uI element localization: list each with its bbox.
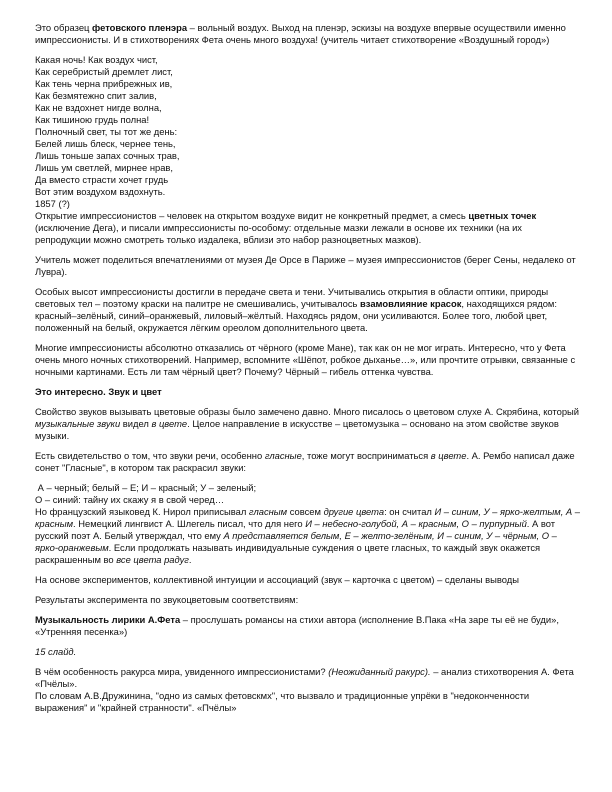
italic-text: музыкальные звуки (35, 418, 121, 429)
italic-text: в цвете (151, 418, 188, 429)
italic-text: (Неожиданный ракурс). (328, 666, 431, 677)
poem-line: Белей лишь блеск, чернее тень, (35, 138, 176, 149)
text: Но французский языковед К. Нирол приписывал (35, 506, 249, 517)
poem-line: Как серебристый дремлет лист, (35, 66, 173, 77)
text: – вольный воздух. Выход на пленэр, эскизы на воздухе впервые осуществили именно импрессионисты. И в стихотворениях Фета очень много воздуха! (учитель читает стихотворение «Воздушный город») (35, 22, 566, 45)
poem-line: Полночный свет, ты тот же день: (35, 126, 178, 137)
section-heading (35, 386, 580, 398)
poem-line: Как не вздохнет нигде волна, (35, 102, 162, 113)
italic-text: другие цвета (323, 506, 385, 517)
text: . Целое направление в искусстве – цветомузыка – основано на этом свойстве звуков музыки. (35, 418, 559, 441)
italic-text: А представляется белым, Е – желто-зелёным, И – синим, У – чёрным, О – ярко-оранжевым (35, 530, 557, 553)
slide-label (35, 646, 580, 658)
text: , находящихся рядом: красный–зелёный, синий–оранжевый, лиловый–жёлтый. Находясь рядом, они усиливаются. Более того, любой цвет, положенный на белый, окружается лёгким ореолом дополнительного цвета. (35, 298, 557, 333)
poem-line: Лишь ум светлей, мирнее нрав, (35, 162, 174, 173)
text: . А. Рембо написал даже сонет "Гласные", в котором так раскрасил звуки: (35, 450, 575, 473)
paragraph-musicality (35, 614, 580, 638)
italic-text: в цвете (430, 450, 467, 461)
paragraph-black-color: Многие импрессионисты абсолютно отказались от чёрного (кроме Мане), так как он не мог играть. Интересно, что у Фета очень много ночных стихотворений. Например, вспомните «Шёпот, робкое дыханье…», или прочтите отрывки, связанные с ночными картинами. Есть ли там чёрный цвет? Почему? Чёрный – гибель оттенка чувства. (35, 342, 576, 377)
italic-text: И – синим, У – ярко-желтым, А – красным (35, 506, 580, 529)
poem-line: Как тишиною грудь полна! (35, 114, 150, 125)
poem (35, 54, 580, 210)
bold-term: Музыкальность лирики А.Фета (35, 614, 181, 625)
paragraph-linguists (35, 506, 580, 566)
poem-line: Какая ночь! Как воздух чист, (35, 54, 158, 65)
paragraph-light-and-shadow (35, 286, 580, 334)
bold-term: взамовлияние красок (360, 298, 462, 309)
paragraph-conclusions: На основе экспериментов, коллективной интуиции и ассоциаций (звук – карточка с цветом) – сделаны выводы (35, 574, 519, 585)
poem-line: Лишь тоньше запах сочных трав, (35, 150, 180, 161)
text: . (188, 554, 192, 565)
paragraph-results: Результаты эксперимента по звукоцветовым соответствиям: (35, 594, 299, 605)
text: – прослушать романсы на стихи автора (исполнение В.Пака «На заре ты её не буди», «Утренняя песенка») (35, 614, 559, 637)
text: . Если продолжать называть индивидуальные суждения о цвете гласных, то каждый звук окажется раскрашенным во (35, 542, 541, 565)
bold-term: фетовского пленэра (92, 22, 188, 33)
text: Открытие импрессионистов – человек на открытом воздухе видит не конкретный предмет, а смесь (35, 210, 469, 221)
paragraph-scriabin (35, 406, 580, 442)
sonnet-line: О – синий: тайну их скажу я в свой черед… (35, 494, 225, 505)
bold-term: цветных точек (468, 210, 537, 221)
poem-line: Как тень черна прибрежных ив, (35, 78, 173, 89)
text: – анализ стихотворения А. Фета «Пчёлы». (35, 666, 574, 689)
italic-text: все цвета радуг (116, 554, 189, 565)
heading-text: Это интересно. Звук и цвет (35, 386, 162, 397)
paragraph-orsay-museum: Учитель может поделиться впечатлениями от музея Де Орсе в Париже – музея импрессионистов (берег Сены, недалеко от Лувра). (35, 254, 576, 277)
text: : он считал (384, 506, 435, 517)
text: В чём особенность ракурса мира, увиденного импрессионистами? (35, 666, 329, 677)
paragraph-rimbaud (35, 450, 580, 474)
poem-line: Как безмятежно спит залив, (35, 90, 157, 101)
text: , тоже могут восприниматься (301, 450, 431, 461)
text: видел (120, 418, 152, 429)
slide-number: 15 слайд. (35, 646, 77, 657)
paragraph-plein-air (35, 22, 580, 46)
text: (исключение Дега), и писали импрессионисты по-особому: отдельные мазки лежали в основе их техники (на их репродукции можно смотреть только издалека, вблизи это набор разноцветных мазков). (35, 222, 522, 245)
italic-text: гласные (264, 450, 302, 461)
text: Есть свидетельство о том, что звуки речи, особенно (35, 450, 265, 461)
paragraph-druzhinin: По словам А.В.Дружинина, "одно из самых фетовскмх", что вызвало и традиционные упрёки в "недоконченности выражения" и "крайней странности". «Пчёлы» (35, 690, 530, 713)
text: Это образец (35, 22, 93, 33)
paragraph-impressionists-discovery (35, 210, 580, 246)
text: Особых высот импрессионисты достигли в передаче света и тени. Учитывались открытия в области оптики, природы световых тел – поэтому краски на палитре не смешивались, учитывалось (35, 286, 549, 309)
sonnet-quote (35, 482, 580, 506)
text: Свойство звуков вызывать цветовые образы было замечено давно. Много писалось о цветовом слухе А. Скрябина, который (35, 406, 580, 417)
poem-line: 1857 (?) (35, 198, 70, 209)
italic-text: гласным (248, 506, 288, 517)
text: . А вот русский поэт А. Белый утверждал, что ему (35, 518, 556, 541)
italic-text: И – небесно-голубой, А – красным, О – пурпурный (305, 518, 527, 529)
poem-line: Вот этим воздухом вздохнуть. (35, 186, 166, 197)
paragraph-perspective (35, 666, 580, 690)
text: . Немецкий лингвист А. Шлегель писал, что для него (73, 518, 306, 529)
text: совсем (287, 506, 324, 517)
poem-line: Да вместо страсти хочет грудь (35, 174, 169, 185)
sonnet-line: А – черный; белый – Е; И – красный; У – зеленый; (35, 482, 257, 493)
document-page (35, 22, 580, 714)
